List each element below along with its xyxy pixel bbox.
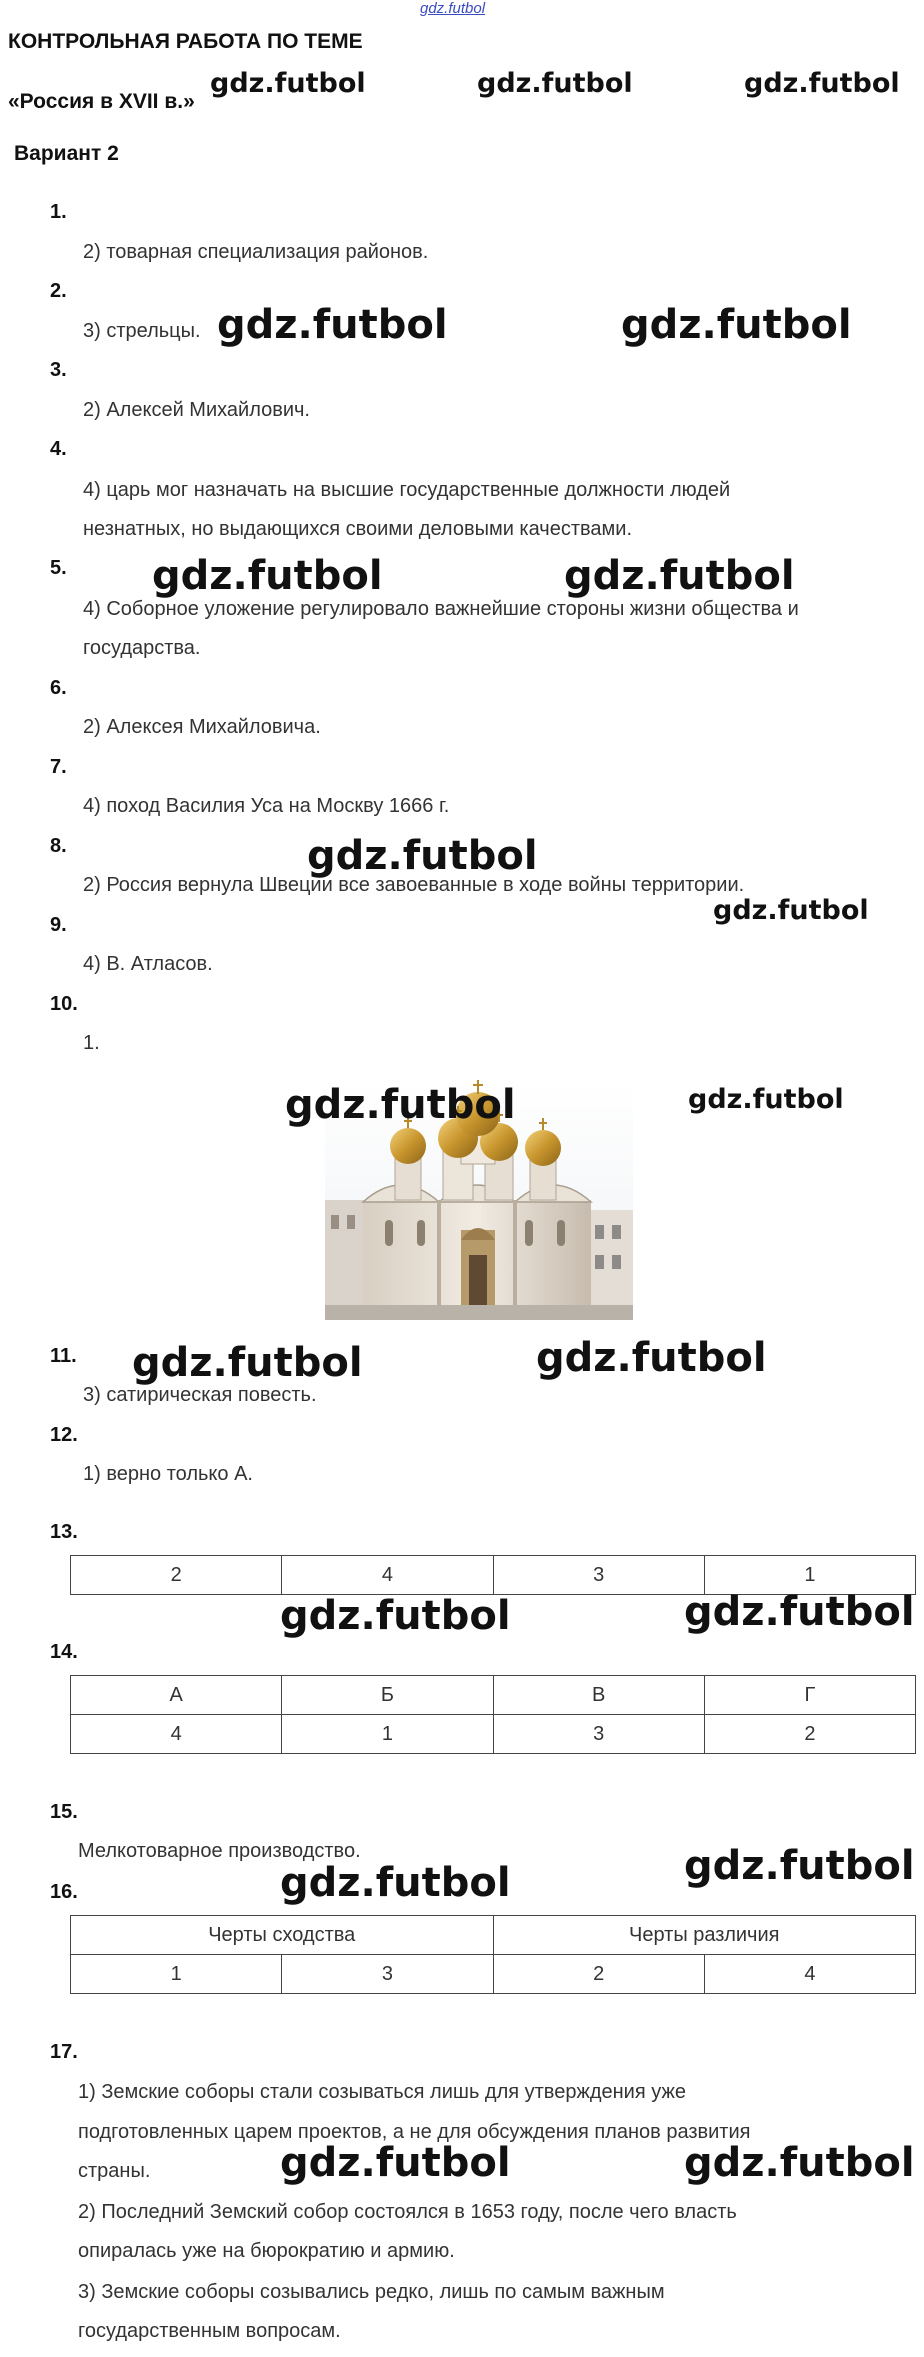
watermark: gdz.futbol (621, 302, 852, 348)
watermark: gdz.futbol (280, 1860, 511, 1906)
table-cell: 1 (71, 1955, 282, 1994)
watermark: gdz.futbol (210, 68, 366, 99)
table-cell: 2 (704, 1715, 915, 1754)
watermark: gdz.futbol (684, 1843, 915, 1889)
table-header-cell: Б (282, 1676, 493, 1715)
variant-label: Вариант 2 (14, 142, 119, 165)
answer-text-line: государства. (83, 637, 201, 659)
question-number: 2. (50, 280, 67, 302)
table-header-row (71, 1676, 916, 1715)
watermark: gdz.futbol (132, 1340, 363, 1386)
answer-text: 2) Россия вернула Швеции все завоеванные в ходе войны территории. (83, 874, 745, 896)
table-header-cell: Г (704, 1676, 915, 1715)
watermark: gdz.futbol (280, 2140, 511, 2186)
answer-text-line: страны. (78, 2160, 151, 2182)
watermark: gdz.futbol (285, 1082, 516, 1128)
watermark: gdz.futbol (280, 1593, 511, 1639)
answer-text: 2) Алексея Михайловича. (83, 716, 321, 738)
answer-text-line: подготовленных царем проектов, а не для обсуждения планов развития (78, 2121, 751, 2143)
question-number: 8. (50, 835, 67, 857)
watermark: gdz.futbol (152, 553, 383, 599)
answer-text: 2) Алексей Михайлович. (83, 399, 310, 421)
page-subtitle: «Россия в XVII в.» (8, 90, 195, 113)
question-number: 5. (50, 557, 67, 579)
answer-text: 3) стрельцы. (83, 320, 201, 342)
question-number: 6. (50, 677, 67, 699)
question-number: 16. (50, 1881, 78, 1903)
answer-text: 4) поход Василия Уса на Москву 1666 г. (83, 795, 450, 817)
question-number: 7. (50, 756, 67, 778)
answer-text-line: 1) Земские соборы стали созываться лишь для утверждения уже (78, 2081, 686, 2103)
answer-table-14 (70, 1675, 916, 1754)
question-number: 4. (50, 438, 67, 460)
table-cell: 2 (71, 1556, 282, 1595)
table-cell: 3 (493, 1715, 704, 1754)
answer-table-16 (70, 1915, 916, 1994)
answer-text: 1) верно только А. (83, 1463, 253, 1485)
watermark: gdz.futbol (536, 1335, 767, 1381)
table-cell: 1 (704, 1556, 915, 1595)
answer-text-line: государственным вопросам. (78, 2320, 341, 2342)
watermark: gdz.futbol (307, 833, 538, 879)
watermark: gdz.futbol (688, 1084, 844, 1115)
answer-text-line: 2) Последний Земский собор состоялся в 1653 году, после чего власть (78, 2201, 737, 2223)
watermark: gdz.futbol (713, 895, 869, 926)
table-cell: 3 (493, 1556, 704, 1595)
watermark: gdz.futbol (684, 1589, 915, 1635)
answer-text-line: 4) царь мог назначать на высшие государственные должности людей (83, 479, 731, 501)
answer-text: 1. (83, 1032, 100, 1054)
table-cell: 3 (282, 1955, 493, 1994)
table-cell: 4 (282, 1556, 493, 1595)
table-cell: 4 (704, 1955, 915, 1994)
answer-text-line: незнатных, но выдающихся своими деловыми качествами. (83, 518, 633, 540)
question-number: 1. (50, 201, 67, 223)
answer-text: 2) товарная специализация районов. (83, 241, 429, 263)
table-header-cell: В (493, 1676, 704, 1715)
table-header-cell: Черты различия (493, 1916, 916, 1955)
question-number: 9. (50, 914, 67, 936)
question-number: 17. (50, 2041, 78, 2063)
table-cell: 1 (282, 1715, 493, 1754)
question-number: 13. (50, 1521, 78, 1543)
watermark: gdz.futbol (684, 2140, 915, 2186)
table-header-cell: Черты сходства (71, 1916, 494, 1955)
table-row (71, 1715, 916, 1754)
watermark: gdz.futbol (564, 553, 795, 599)
table-cell: 2 (493, 1955, 704, 1994)
watermark: gdz.futbol (217, 302, 448, 348)
question-number: 3. (50, 359, 67, 381)
question-number: 10. (50, 993, 78, 1015)
table-row (71, 1955, 916, 1994)
table-header-cell: А (71, 1676, 282, 1715)
table-cell: 4 (71, 1715, 282, 1754)
answer-text-line: 4) Соборное уложение регулировало важнейшие стороны жизни общества и (83, 598, 799, 620)
page-title: КОНТРОЛЬНАЯ РАБОТА ПО ТЕМЕ (8, 30, 363, 53)
question-number: 11. (50, 1345, 77, 1367)
answer-text-line: 3) Земские соборы созывались редко, лишь по самым важным (78, 2281, 665, 2303)
top-watermark-link[interactable]: gdz.futbol (420, 0, 486, 17)
answer-text: 3) сатирическая повесть. (83, 1384, 317, 1406)
question-number: 15. (50, 1801, 78, 1823)
answer-text: Мелкотоварное производство. (78, 1840, 361, 1862)
watermark: gdz.futbol (477, 68, 633, 99)
watermark: gdz.futbol (744, 68, 900, 99)
table-header-row (71, 1916, 916, 1955)
answer-text: 4) В. Атласов. (83, 953, 213, 975)
answer-text-line: опиралась уже на бюрократию и армию. (78, 2240, 455, 2262)
question-number: 14. (50, 1641, 78, 1663)
question-number: 12. (50, 1424, 78, 1446)
